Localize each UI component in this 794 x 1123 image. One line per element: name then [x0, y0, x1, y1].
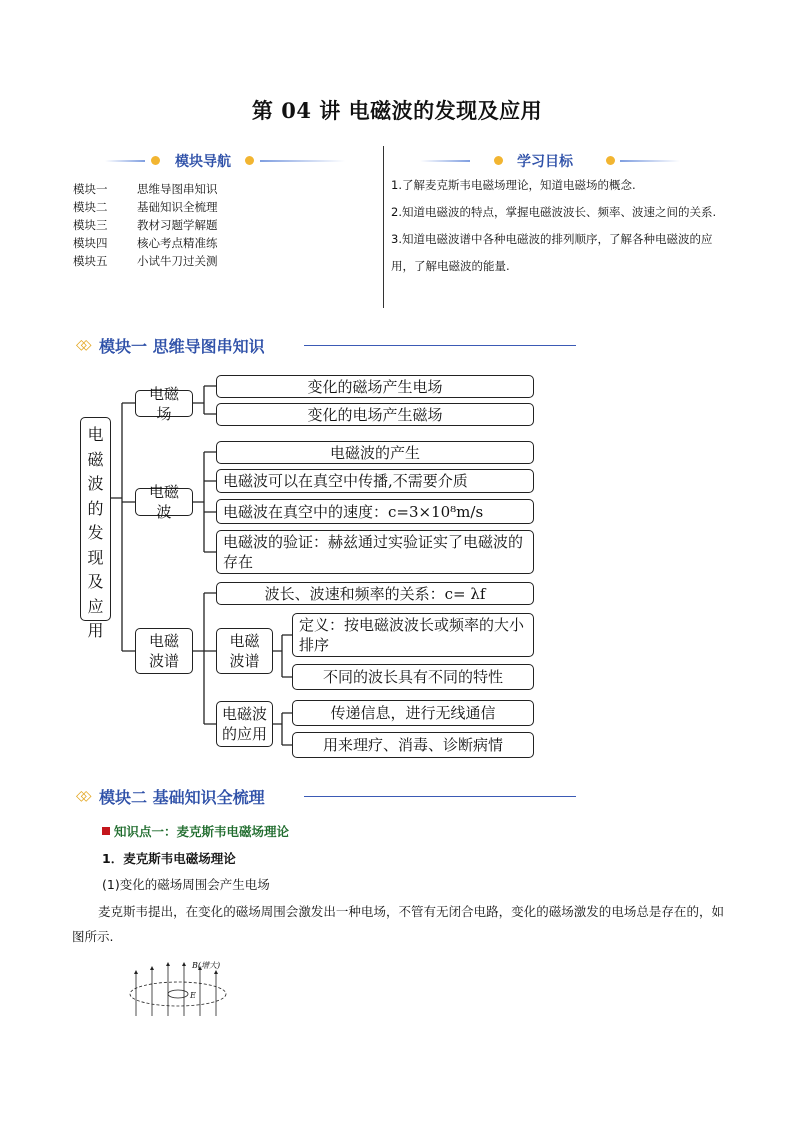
- subsection-heading: (1)变化的磁场周围会产生电场: [102, 877, 270, 892]
- column-divider: [383, 146, 384, 308]
- nav-item[interactable]: 模块四 核心考点精准练: [73, 236, 218, 250]
- mindmap-branch-spectrum: 电磁波谱: [135, 628, 193, 674]
- mindmap-sub-spectrum: 电磁波谱: [216, 628, 273, 674]
- figure-label-b: B(增大): [192, 961, 221, 970]
- mindmap-leaf: 电磁波在真空中的速度：c=3×10⁸m/s: [216, 499, 534, 524]
- nav-item[interactable]: 模块一 思维导图串知识: [73, 182, 218, 196]
- mindmap-leaf: 电磁波的验证：赫兹通过实验证实了电磁波的存在: [216, 530, 534, 574]
- diamond-arrows-icon: ◇◇: [76, 788, 86, 804]
- bullet-dot-icon: [494, 156, 503, 165]
- learning-goals: [391, 172, 731, 280]
- nav-item[interactable]: 模块五 小试牛刀过关测: [73, 254, 218, 268]
- bullet-dot-icon: [245, 156, 254, 165]
- mindmap-sub-app: 电磁波的应用: [216, 701, 273, 747]
- diamond-arrows-icon: ◇◇: [76, 337, 86, 353]
- mindmap-leaf: 传递信息，进行无线通信: [292, 700, 534, 726]
- goal-item: 3.知道电磁波谱中各种电磁波的排列顺序，了解各种电磁波的应用，了解电磁波的能量.: [391, 232, 713, 273]
- mindmap-leaf: 变化的磁场产生电场: [216, 375, 534, 398]
- bullet-dot-icon: [606, 156, 615, 165]
- knowledge-point-heading: 知识点一：麦克斯韦电磁场理论: [102, 822, 289, 840]
- bullet-dot-icon: [151, 156, 160, 165]
- nav-item[interactable]: 模块二 基础知识全梳理: [73, 200, 218, 214]
- module-nav-list: [73, 180, 218, 270]
- goal-item: 2.知道电磁波的特点，掌握电磁波波长、频率、波速之间的关系.: [391, 205, 717, 219]
- nav-heading: 模块导航: [105, 152, 345, 170]
- red-square-icon: [102, 827, 110, 835]
- figure-label-e: E: [190, 991, 196, 1000]
- nav-item[interactable]: 模块三 教材习题学解题: [73, 218, 218, 232]
- mindmap-root: 电磁波的发现及应用: [80, 417, 111, 621]
- module1-heading: ◇◇ 模块一 思维导图串知识: [76, 334, 576, 356]
- mindmap-leaf: 波长、波速和频率的关系：c= λf: [216, 582, 534, 605]
- mindmap-branch-wave: 电磁波: [135, 488, 193, 516]
- mindmap-leaf: 不同的波长具有不同的特性: [292, 664, 534, 690]
- field-diagram-icon: [128, 958, 238, 1018]
- mindmap-leaf: 用来理疗、消毒、诊断病情: [292, 732, 534, 758]
- mindmap-leaf: 电磁波可以在真空中传播,不需要介质: [216, 469, 534, 493]
- goal-item: 1.了解麦克斯韦电磁场理论，知道电磁场的概念.: [391, 178, 636, 192]
- magnetic-field-figure: [128, 958, 238, 1018]
- module2-heading: ◇◇ 模块二 基础知识全梳理: [76, 785, 576, 807]
- mindmap-leaf: 定义：按电磁波波长或频率的大小排序: [292, 613, 534, 657]
- goals-heading: 学习目标: [420, 152, 680, 170]
- mindmap-branch-field: 电磁场: [135, 390, 193, 417]
- mindmap-leaf: 变化的电场产生磁场: [216, 403, 534, 426]
- section-heading: 1．麦克斯韦电磁场理论: [102, 851, 236, 866]
- body-paragraph: 麦克斯韦提出，在变化的磁场周围会激发出一种电场，不管有无闭合电路，变化的磁场激发的电场总是存在的，如图所示.: [72, 904, 724, 944]
- mindmap-leaf: 电磁波的产生: [216, 441, 534, 464]
- page-title: 第 04 讲 电磁波的发现及应用: [251, 98, 543, 123]
